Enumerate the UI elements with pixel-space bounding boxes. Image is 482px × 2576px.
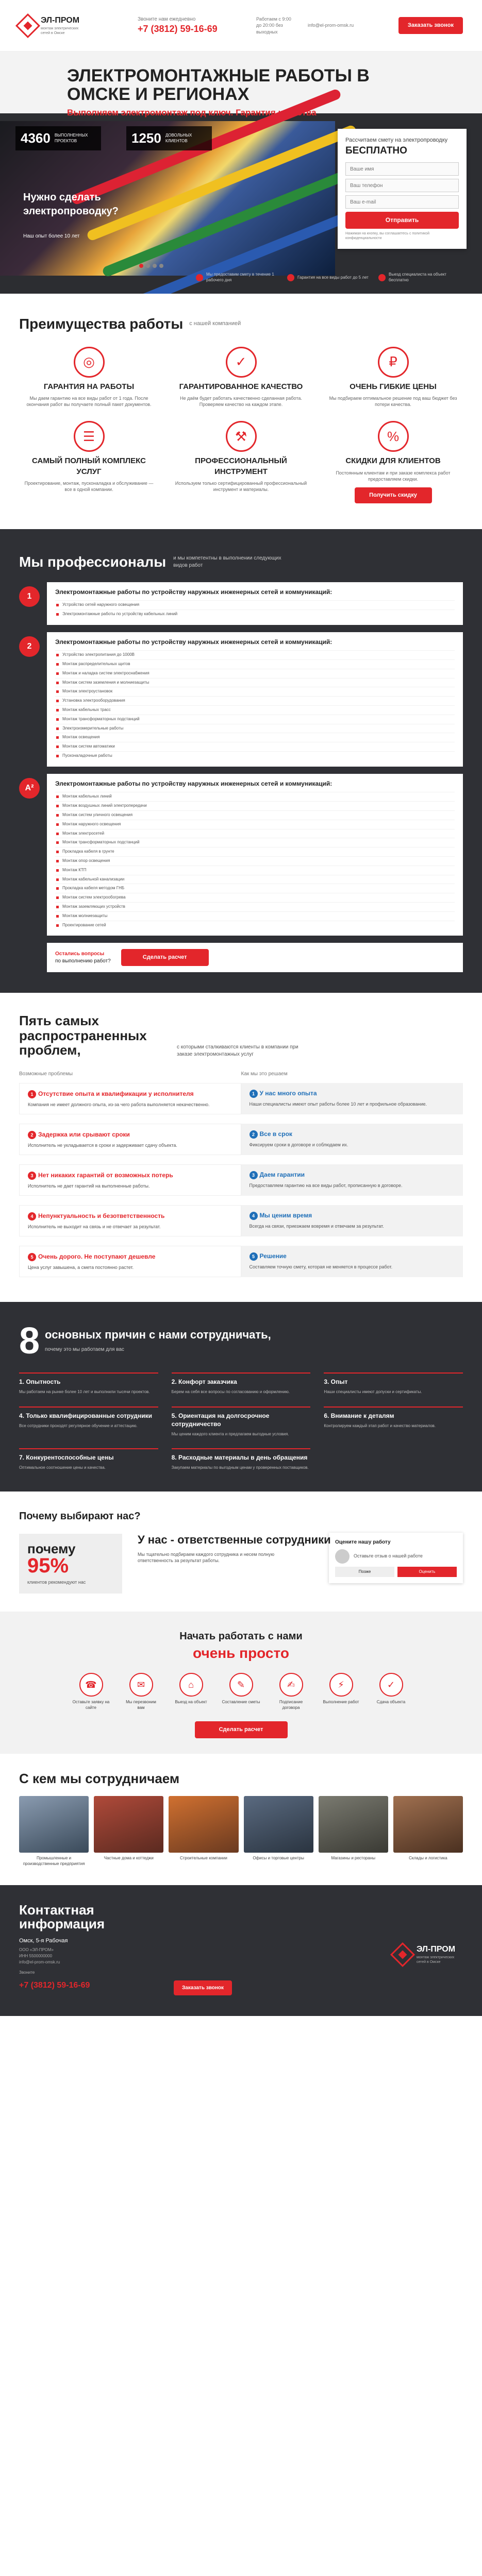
step-text: Выполнение работ xyxy=(323,1700,359,1705)
problem-row xyxy=(0,1164,482,1196)
list-item: Монтаж электроустановок xyxy=(55,687,455,696)
estimate-icon: ✎ xyxy=(229,1673,253,1697)
reason-title: 4. Только квалифицированные сотрудники xyxy=(19,1412,153,1419)
form-free-label: БЕСПЛАТНО xyxy=(345,145,407,156)
calculate-button[interactable]: Сделать расчет xyxy=(121,949,209,966)
why-text: Мы тщательно подбираем каждого сотрудника и несем полную ответственность за результат работы. xyxy=(138,1551,275,1563)
estimate-form xyxy=(338,129,467,249)
review-card-title: Оцените нашу работу xyxy=(335,1539,391,1545)
hero-feature xyxy=(196,272,281,283)
step-text: Подписание договора xyxy=(279,1700,303,1710)
step-text: Сдача объекта xyxy=(376,1700,406,1705)
list-item: Монтаж наружного освещения xyxy=(55,820,455,829)
wiring-icon: 2 xyxy=(19,636,40,657)
problem-text: Исполнитель не укладывается в сроки и задерживает сдачу объекта. xyxy=(28,1142,177,1148)
stat-clients xyxy=(126,126,212,150)
hero-feature xyxy=(287,272,372,283)
client-item xyxy=(169,1796,238,1867)
later-button[interactable]: Позже xyxy=(335,1567,394,1578)
footer-logo[interactable] xyxy=(394,1913,463,1996)
clients-section xyxy=(0,1754,482,1885)
list-item: Монтаж кабельной канализации xyxy=(55,875,455,884)
reason-title: 5. Ориентация на долгосрочное сотрудничество xyxy=(171,1412,270,1428)
mail-icon: ✉ xyxy=(129,1673,153,1697)
advantage-card xyxy=(325,421,461,503)
slider-dot[interactable] xyxy=(159,264,163,268)
list-item: Электроизмерительные работы xyxy=(55,724,455,733)
contacts-email[interactable]: info@el-prom-omsk.ru xyxy=(19,1960,60,1965)
hero-features xyxy=(196,272,467,283)
list-item: Монтаж кабельных линий xyxy=(55,792,455,801)
problem-text: Цена услуг завышена, а смета постоянно растет. xyxy=(28,1265,134,1270)
home-icon: ⌂ xyxy=(179,1673,203,1697)
order-call-button[interactable]: Заказать звонок xyxy=(174,1980,232,1996)
slider-dot[interactable] xyxy=(153,264,157,268)
reason-text: Закупаем материалы по выгодным ценам у проверенных поставщиков. xyxy=(171,1465,309,1470)
clients-title: С кем мы сотрудничаем xyxy=(19,1770,180,1786)
power-icon: 1 xyxy=(19,586,40,607)
reason-text: Оптимальное соотношение цены и качества. xyxy=(19,1465,106,1470)
hero-feature-text: Мы предоставим смету в течение 1 рабочего дня xyxy=(206,272,274,283)
reasons-subtitle: почему это мы работаем для вас xyxy=(45,1347,124,1353)
professionals-section xyxy=(0,529,482,993)
contacts-section xyxy=(0,1885,482,2016)
advantage-text: Не даём будет работать качественно сделанная работа. Проверяем качество на каждом этапе. xyxy=(180,396,302,408)
step-item xyxy=(122,1673,160,1711)
list-item: Монтаж опор освещения xyxy=(55,856,455,866)
list-item: Устройство электропитания до 1000В xyxy=(55,650,455,659)
reason-item xyxy=(324,1406,463,1437)
step-item xyxy=(272,1673,310,1711)
pro-title: Мы профессионалы xyxy=(19,553,167,570)
stat-clients-label: ДОВОЛЬНЫХ КЛИЕНТОВ xyxy=(165,132,192,143)
get-discount-button[interactable]: Получить скидку xyxy=(355,487,432,503)
problem-row xyxy=(0,1124,482,1155)
phone-icon: ☎ xyxy=(79,1673,103,1697)
advantage-card xyxy=(173,421,309,503)
problem-number: 3 xyxy=(28,1172,36,1180)
list-item: Монтаж освещения xyxy=(55,733,455,742)
pro-block xyxy=(0,774,482,936)
reason-title: 2. Конфорт заказчика xyxy=(171,1378,237,1386)
contacts-title: Контактная информация xyxy=(19,1902,105,1932)
phone-label: Звоните нам ежедневно xyxy=(138,16,196,22)
start-section xyxy=(0,1612,482,1754)
client-image xyxy=(169,1796,238,1853)
check-icon: ✓ xyxy=(379,1673,403,1697)
reason-text: Контролируем каждый этап работ и качество материалов. xyxy=(324,1423,436,1428)
form-title: Рассчитаем смету на электропроводку xyxy=(345,137,448,143)
problem-number: 1 xyxy=(28,1090,36,1098)
stat-projects xyxy=(15,126,101,150)
step-item xyxy=(322,1673,360,1711)
list-item: Электромонтажные работы по устройству кабельных линий xyxy=(55,609,455,619)
client-image xyxy=(244,1796,313,1853)
advantage-title: ПРОФЕССИОНАЛЬНЫЙ ИНСТРУМЕНТ xyxy=(195,456,287,476)
header-phone[interactable]: +7 (3812) 59-16-69 xyxy=(138,24,218,35)
rate-button[interactable]: Оценить xyxy=(397,1567,457,1578)
avatar xyxy=(335,1549,350,1564)
pro-subtitle: и мы компетентны в выполнении следующих видов работ xyxy=(173,555,281,568)
reason-text: Наши специалисты имеют допуски и сертификаты. xyxy=(324,1389,422,1395)
why-stat-label: почему xyxy=(27,1540,76,1556)
reason-item xyxy=(19,1406,158,1437)
email-input[interactable] xyxy=(345,195,459,209)
reason-item xyxy=(172,1448,311,1470)
advantage-title: СКИДКИ ДЛЯ КЛИЕНТОВ xyxy=(345,456,441,466)
advantage-text: Мы даем гарантию на все виды работ от 1 года. После окончания работ вы получаете полный пакет документов. xyxy=(26,396,152,408)
pro-footer xyxy=(47,943,463,972)
list-item: Монтаж молниезащиты xyxy=(55,911,455,921)
list-item: Монтаж распределительных щитов xyxy=(55,659,455,669)
lightning-icon: ⚡ xyxy=(329,1673,353,1697)
logo-name: ЭЛ-ПРОМ xyxy=(41,16,80,25)
hero-feature xyxy=(378,272,463,283)
problem-title: Задержка или срывают сроки xyxy=(38,1130,130,1138)
warranty-icon: ◎ xyxy=(74,347,105,378)
problem-title: Нет никаких гарантий от возможных потерь xyxy=(38,1171,173,1179)
advantage-title: САМЫЙ ПОЛНЫЙ КОМПЛЕКС УСЛУГ xyxy=(32,456,146,476)
pro-block-title: Электромонтажные работы по устройству наружных инженерных сетей и коммуникаций: xyxy=(55,638,333,646)
list-item: Проектирование сетей xyxy=(55,921,455,930)
client-text: Магазины и рестораны xyxy=(331,1856,375,1861)
services-icon: ☰ xyxy=(74,421,105,452)
problem-text: Исполнитель не выходит на связь и не отвечает за результат. xyxy=(28,1224,161,1229)
submit-button[interactable]: Отправить xyxy=(345,212,459,228)
problem-number: 2 xyxy=(28,1131,36,1139)
reason-item xyxy=(324,1372,463,1395)
footer-logo-subtitle: монтаж электрических сетей в Омске xyxy=(417,1955,455,1964)
solution-text: Предоставляем гарантию на все виды работ, прописанную в договоре. xyxy=(249,1182,403,1188)
advantages-title: Преимущества работы xyxy=(19,316,184,332)
review-card-text: Оставьте отзыв о нашей работе xyxy=(354,1553,423,1559)
col-problems-label: Возможные проблемы xyxy=(19,1071,73,1077)
problems-subtitle: с которыми сталкиваются клиенты в компании при заказе электромонтажных услуг xyxy=(177,1044,298,1057)
step-text: Выезд на объект xyxy=(175,1700,207,1705)
solution-text: Составляем точную смету, которая не меняется в процессе работ. xyxy=(249,1264,393,1270)
advantage-text: Мы подбираем оптимальное решение под ваш бюджет без потери качества. xyxy=(329,396,457,408)
hero-feature-text: Гарантия на все виды работ до 5 лет xyxy=(297,275,369,280)
hero-title: ЭЛЕКТРОМОНТАЖНЫЕ РАБОТЫ В ОМСКЕ И РЕГИОНАХ xyxy=(67,66,370,104)
client-item xyxy=(94,1796,163,1867)
work-hours: Работаем с 9:00 до 20:00 без выходных xyxy=(256,16,291,35)
hero-feature-text: Выезд специалиста на объект бесплатно xyxy=(389,272,446,283)
advantages-section xyxy=(0,294,482,529)
problems-title: Пять самых распространенных проблем, xyxy=(19,1013,147,1058)
contacts-line: ИНН 5500000000 xyxy=(19,1954,53,1959)
pro-block xyxy=(0,582,482,625)
list-item: Пусконаладочные работы xyxy=(55,751,455,760)
problem-number: 5 xyxy=(28,1253,36,1261)
list-item: Монтаж систем автоматики xyxy=(55,742,455,751)
reason-item xyxy=(19,1448,158,1470)
solution-number: 3 xyxy=(250,1171,258,1179)
step-text: Мы перезвоним вам xyxy=(126,1700,156,1710)
reason-item xyxy=(172,1406,311,1437)
logo-subtitle: монтаж электрических сетей в Омске xyxy=(41,26,79,36)
advantage-text: Проектирование, монтаж, пусконаладка и обслуживание — все в одной компании. xyxy=(24,480,154,492)
advantage-title: ГАРАНТИРОВАННОЕ КАЧЕСТВО xyxy=(179,382,303,391)
stat-clients-number: 1250 xyxy=(131,130,161,146)
questions-label: Остались вопросы xyxy=(55,951,105,957)
check-icon xyxy=(378,274,386,281)
why-section xyxy=(0,1492,482,1612)
list-item: Монтаж и наладка систем электроснабжения xyxy=(55,669,455,678)
solution-title: Все в срок xyxy=(259,1130,292,1138)
discount-icon: % xyxy=(378,421,409,452)
solution-text: Наши специалисты имеют опыт работы более 10 лет и профильное образование. xyxy=(249,1101,427,1107)
client-item xyxy=(19,1796,89,1867)
step-text: Оставьте заявку на сайте xyxy=(72,1700,110,1710)
list-item: Устройство сетей наружного освещения xyxy=(55,600,455,609)
list-item: Монтаж систем уличного освещения xyxy=(55,810,455,820)
check-icon xyxy=(196,274,203,281)
hero-experience: Наш опыт более 10 лет xyxy=(23,233,80,239)
logo-mark-icon xyxy=(390,1942,415,1967)
list-item: Монтаж заземляющих устройств xyxy=(55,902,455,911)
hero-question: Нужно сделать электропроводку? xyxy=(23,192,119,217)
reason-text: Мы работаем на рынке более 10 лет и выполнили тысячи проектов. xyxy=(19,1389,150,1395)
pro-block-title: Электромонтажные работы по устройству наружных инженерных сетей и коммуникаций: xyxy=(55,779,333,787)
list-item: Прокладка кабеля в грунте xyxy=(55,847,455,856)
advantage-card xyxy=(21,421,157,503)
reasons-section xyxy=(0,1302,482,1491)
header xyxy=(0,0,482,52)
reasons-title: основных причин с нами сотрудничать, xyxy=(45,1328,271,1342)
advantage-card xyxy=(21,347,157,408)
calculate-button[interactable]: Сделать расчет xyxy=(195,1721,288,1738)
why-stat-caption: клиентов рекомендуют нас xyxy=(27,1579,86,1585)
problem-number: 4 xyxy=(28,1212,36,1221)
tools-icon: ⚒ xyxy=(226,421,257,452)
reason-title: 1. Опытность xyxy=(19,1378,61,1386)
solution-text: Всегда на связи, приезжаем вовремя и отвечаем за результат. xyxy=(249,1223,384,1229)
advantage-title: ГАРАНТИЯ НА РАБОТЫ xyxy=(43,382,135,391)
pro-block-title: Электромонтажные работы по устройству наружных инженерных сетей и коммуникаций: xyxy=(55,588,333,596)
quality-icon: ✓ xyxy=(226,347,257,378)
list-item: Прокладка кабеля методом ГНБ xyxy=(55,884,455,893)
start-title: Начать работать с нами xyxy=(179,1630,303,1642)
client-image xyxy=(319,1796,388,1853)
solution-number: 1 xyxy=(250,1090,258,1098)
contacts-address: Омск, 5-я Рабочая xyxy=(19,1938,68,1944)
client-item xyxy=(393,1796,463,1867)
advantages-subtitle: с нашей компанией xyxy=(189,320,241,327)
client-text: Частные дома и коттеджи xyxy=(104,1856,154,1861)
reason-item xyxy=(172,1372,311,1395)
hero-subtitle: Выполняем электромонтаж под ключ. Гарантия качества xyxy=(67,108,317,117)
advantage-text: Постоянным клиентам и при заказе комплекса работ предоставляем скидки. xyxy=(336,470,451,482)
slider-dots xyxy=(139,264,163,268)
contacts-phone[interactable]: +7 (3812) 59-16-69 xyxy=(19,1981,90,1990)
solution-title: У нас много опыта xyxy=(259,1089,317,1097)
step-item xyxy=(72,1673,110,1711)
list-item: Монтаж КТП xyxy=(55,866,455,875)
solution-title: Мы ценим время xyxy=(259,1211,312,1219)
reason-text: Берем на себя все вопросы по согласованию и оформлению. xyxy=(171,1389,290,1395)
advantage-card xyxy=(325,347,461,408)
stat-projects-label: ВЫПОЛНЕННЫХ ПРОЕКТОВ xyxy=(54,132,88,143)
client-image xyxy=(19,1796,89,1853)
footer-logo-name: ЭЛ-ПРОМ xyxy=(417,1945,456,1954)
client-item xyxy=(319,1796,388,1867)
why-title: Почему выбирают нас? xyxy=(19,1510,141,1522)
stat-projects-number: 4360 xyxy=(21,130,51,146)
problem-row xyxy=(0,1246,482,1277)
solution-number: 5 xyxy=(250,1252,258,1261)
questions-sub: по выполнению работ? xyxy=(55,958,111,964)
contract-icon: ✍ xyxy=(279,1673,303,1697)
list-item: Монтаж систем электрообогрева xyxy=(55,893,455,902)
pro-block xyxy=(0,632,482,767)
solution-text: Фиксируем сроки в договоре и соблюдаем их. xyxy=(249,1142,348,1147)
logo-mark-icon xyxy=(15,13,40,38)
client-text: Офисы и торговые центры xyxy=(253,1856,304,1861)
price-icon: ₽ xyxy=(378,347,409,378)
col-solutions-label: Как мы это решаем xyxy=(241,1071,288,1077)
list-item: Монтаж электросетей xyxy=(55,829,455,838)
client-text: Склады и логистика xyxy=(409,1856,447,1861)
slider-dot[interactable] xyxy=(139,264,143,268)
reason-title: 7. Конкурентоспособные цены xyxy=(19,1454,114,1462)
reasons-number: 8 xyxy=(19,1320,40,1362)
problem-text: Компания не имеет должного опыта, из-за чего работа выполняется некачественно. xyxy=(28,1101,210,1107)
contacts-line: ООО «ЭЛ-ПРОМ» xyxy=(19,1947,54,1953)
solution-title: Даем гарантии xyxy=(259,1171,305,1178)
problem-text: Исполнитель не дает гарантий на выполненные работы. xyxy=(28,1183,150,1189)
list-item: Монтаж трансформаторных подстанций xyxy=(55,838,455,847)
problems-section xyxy=(0,993,482,1302)
problem-row xyxy=(0,1083,482,1114)
client-text: Строительные компании xyxy=(179,1856,227,1861)
why-heading: У нас - ответственные сотрудники xyxy=(138,1533,331,1546)
advantage-title: ОЧЕНЬ ГИБКИЕ ЦЕНЫ xyxy=(350,382,437,391)
reason-text: Все сотрудники проходят регулярное обучение и аттестацию. xyxy=(19,1423,138,1428)
hero xyxy=(0,52,482,294)
client-item xyxy=(244,1796,313,1867)
problem-title: Очень дорого. Не поступают дешевле xyxy=(38,1253,156,1261)
reason-title: 8. Расходные материалы в день обращения xyxy=(171,1454,308,1462)
step-item xyxy=(172,1673,210,1711)
reason-title: 6. Внимание к деталям xyxy=(324,1412,394,1419)
reason-title: 3. Опыт xyxy=(324,1378,348,1386)
advantage-card xyxy=(173,347,309,408)
reason-item xyxy=(19,1372,158,1395)
list-item: Монтаж воздушных линий электропередачи xyxy=(55,801,455,810)
review-card xyxy=(329,1533,463,1583)
check-icon xyxy=(287,274,294,281)
list-item: Установка электрооборудования xyxy=(55,696,455,705)
name-input[interactable] xyxy=(345,162,459,176)
client-text: Промышленные и производственные предприятия xyxy=(23,1856,85,1866)
network-icon: A² xyxy=(19,778,40,799)
advantage-text: Используем только сертифицированный профессиональный инструмент и материалы. xyxy=(175,480,307,492)
list-item: Монтаж кабельных трасс xyxy=(55,705,455,715)
header-email[interactable]: info@el-prom-omsk.ru xyxy=(308,23,354,28)
list-item: Монтаж систем заземления и молниезащиты xyxy=(55,678,455,687)
phone-input[interactable] xyxy=(345,179,459,192)
client-image xyxy=(393,1796,463,1853)
why-stat-value: 95% xyxy=(27,1554,69,1577)
order-call-button[interactable]: Заказать звонок xyxy=(398,17,463,34)
solution-title: Решение xyxy=(259,1252,287,1260)
problem-title: Непунктуальность и безответственность xyxy=(38,1212,165,1219)
step-item xyxy=(222,1673,260,1711)
start-title-accent: очень просто xyxy=(193,1645,289,1661)
logo[interactable] xyxy=(19,15,117,36)
contacts-phone-label: Звоните xyxy=(19,1970,35,1975)
solution-number: 4 xyxy=(250,1212,258,1220)
problem-row xyxy=(0,1205,482,1236)
why-stat xyxy=(19,1534,122,1594)
step-item xyxy=(372,1673,410,1711)
form-privacy-note: Нажимая на кнопку, вы соглашаетесь с политикой конфиденциальности xyxy=(345,231,429,241)
solution-number: 2 xyxy=(250,1130,258,1139)
step-text: Составление сметы xyxy=(222,1700,260,1705)
reason-text: Мы ценим каждого клиента и предлагаем выгодные условия. xyxy=(171,1431,289,1436)
problem-title: Отсутствие опыта и квалификации у исполнителя xyxy=(38,1090,194,1097)
slider-dot[interactable] xyxy=(146,264,150,268)
list-item: Монтаж трансформаторных подстанций xyxy=(55,715,455,724)
client-image xyxy=(94,1796,163,1853)
header-phone-block xyxy=(138,16,246,36)
